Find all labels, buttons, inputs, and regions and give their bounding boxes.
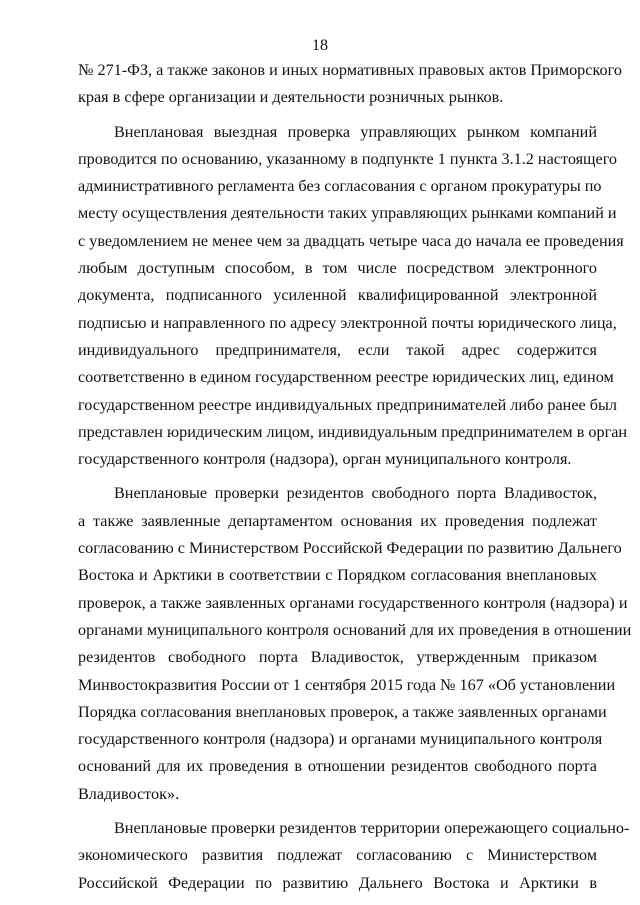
text-line: Порядка согласования внеплановых проверок, а также заявленных органами [78, 702, 607, 721]
paragraph-free-port-inspection [78, 480, 632, 808]
text-line: резидентов свободного порта Владивосток, утвержденным приказом [78, 648, 597, 667]
text-line: проводится по основанию, указанному в подпункте 1 пункта 3.1.2 настоящего [78, 149, 618, 168]
text-line: документа, подписанного усиленной квалифицированной электронной [78, 286, 597, 305]
document-body [78, 57, 632, 897]
paragraph-development-territory [78, 815, 630, 897]
text-line: экономического развития подлежат согласованию с Министерством [78, 846, 597, 865]
text-line: государственном реестре индивидуальных предпринимателей либо ранее был [78, 395, 617, 414]
text-line: Внеплановые проверки резидентов территории опережающего социально- [114, 819, 630, 838]
text-line: индивидуального предпринимателя, если такой адрес содержится [78, 340, 597, 359]
text-line: государственного контроля (надзора) и органами муниципального контроля [78, 730, 603, 749]
text-line: проверок, а также заявленных органами государственного контроля (надзора) и [78, 593, 628, 612]
text-line: Минвостокразвития России от 1 сентября 2015 года № 167 «Об установлении [78, 675, 616, 694]
text-line: любым доступным способом, в том числе посредством электронного [78, 259, 597, 278]
text-line: административного регламента без согласования с органом прокуратуры по [78, 177, 602, 196]
text-line: Востока и Арктики в соответствии с Порядком согласования внеплановых [78, 566, 597, 585]
page-number: 18 [312, 37, 328, 54]
text-line: подписью и направленного по адресу электронной почты юридического лица, [78, 313, 617, 332]
text-line: а также заявленные департаментом основания их проведения подлежат [78, 511, 597, 530]
text-line: № 271-ФЗ, а также законов и иных нормативных правовых актов Приморского [78, 61, 622, 79]
text-line: представлен юридическим лицом, индивидуальным предпринимателем в орган [78, 422, 628, 441]
text-line: оснований для их проведения в отношении резидентов свободного порта [78, 757, 597, 776]
text-line: Внеплановая выездная проверка управляющих рынком компаний [114, 122, 597, 141]
text-line: месту осуществления деятельности таких управляющих рынками компаний и [78, 204, 617, 223]
text-line: Владивосток». [78, 784, 180, 803]
text-line: Внеплановые проверки резидентов свободного порта Владивосток, [114, 484, 597, 503]
text-line: Российской Федерации по развитию Дальнего Востока и Арктики в [78, 873, 597, 892]
text-line: государственного контроля (надзора), орган муниципального контроля. [78, 450, 572, 469]
text-line: соответственно в едином государственном реестре юридических лиц, едином [78, 368, 614, 387]
text-line: органами муниципального контроля оснований для их проведения в отношении [78, 620, 632, 639]
text-line: с уведомлением не менее чем за двадцать четыре часа до начала ее проведения [78, 231, 624, 250]
paragraph-market-inspection [78, 119, 628, 474]
text-line: края в сфере организации и деятельности розничных рынков. [78, 88, 504, 107]
text-line: согласованию с Министерством Российской Федерации по развитию Дальнего [78, 539, 622, 558]
paragraph-continuation [78, 57, 622, 112]
